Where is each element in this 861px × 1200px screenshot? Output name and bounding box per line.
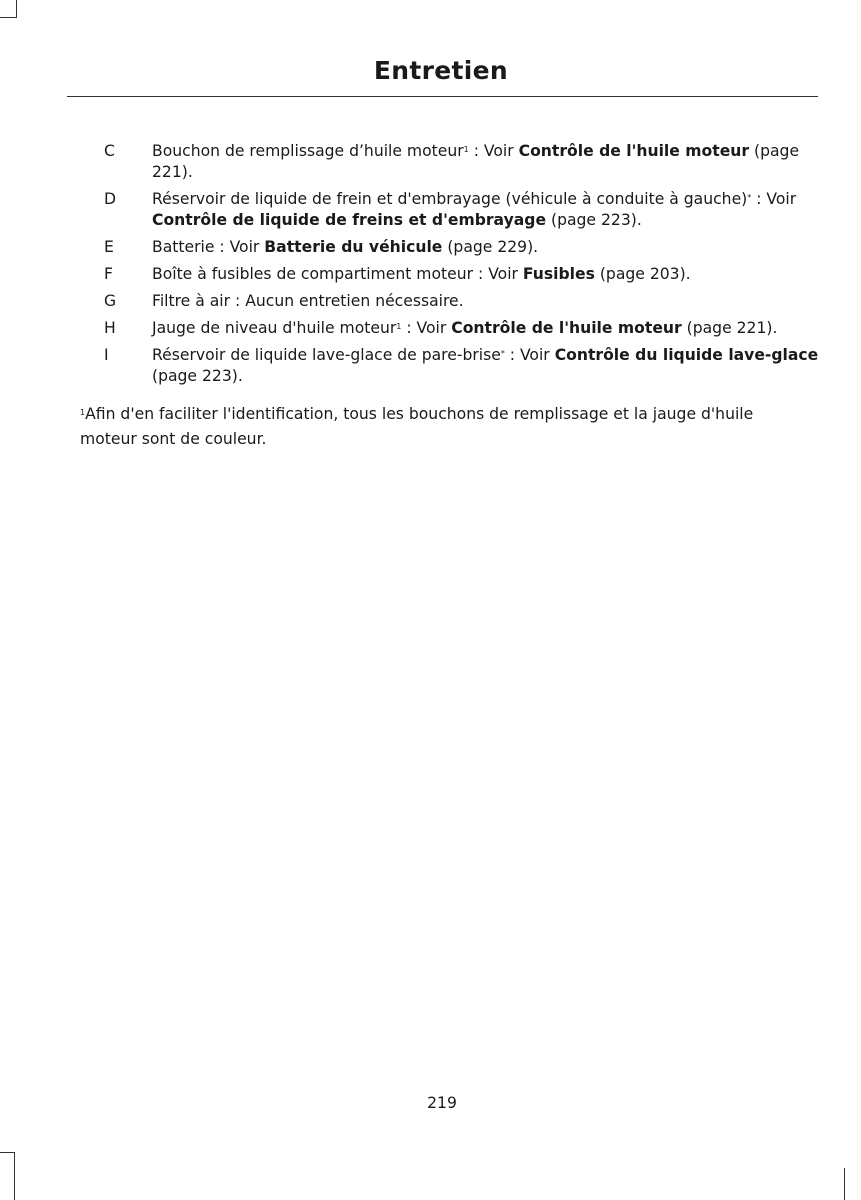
list-item xyxy=(0,189,861,231)
footnote-text: Afin d'en faciliter l'identification, tous les bouchons de remplissage et la jauge d'huile moteur sont de couleur. xyxy=(80,405,754,448)
list-item xyxy=(0,237,861,258)
list-item xyxy=(0,291,861,312)
cross-reference-link[interactable]: Contrôle de l'huile moteur xyxy=(518,142,750,160)
crop-mark-bottom-right xyxy=(844,1168,845,1200)
cross-reference-link[interactable]: Contrôle de l'huile moteur xyxy=(451,319,682,337)
list-item xyxy=(0,141,861,183)
item-text: Jauge de niveau d'huile moteur$^1$ : Voir Contrôle de l'huile moteur (page 221). xyxy=(152,319,778,337)
item-letter: H xyxy=(104,319,116,337)
item-letter: E xyxy=(104,238,114,256)
item-text: Filtre à air : Aucun entretien nécessaire. xyxy=(152,292,464,310)
header-rule xyxy=(67,96,818,97)
crop-mark-top-left xyxy=(16,0,17,18)
item-letter: C xyxy=(104,142,115,160)
component-list xyxy=(0,141,861,393)
item-text: Réservoir de liquide lave-glace de pare-brise* : Voir Contrôle du liquide lave-glace (page 223). xyxy=(152,346,819,385)
cross-reference-link[interactable]: Contrôle de liquide de freins et d'embrayage xyxy=(152,211,547,229)
crop-mark-top-left xyxy=(0,17,17,18)
item-text: Boîte à fusibles de compartiment moteur : Voir Fusibles (page 203). xyxy=(152,265,691,283)
item-text: Batterie : Voir Batterie du véhicule (page 229). xyxy=(152,238,539,256)
item-letter: D xyxy=(104,190,117,208)
crop-mark-bottom-left xyxy=(0,1152,14,1153)
page-number: 219 xyxy=(427,1094,457,1112)
list-item xyxy=(0,264,861,285)
cross-reference-link[interactable]: Fusibles xyxy=(522,265,595,283)
cross-reference-link[interactable]: Batterie du véhicule xyxy=(264,238,443,256)
cross-reference-link[interactable]: Contrôle du liquide lave-glace xyxy=(554,346,819,364)
item-letter: F xyxy=(104,265,113,283)
item-text: Bouchon de remplissage d’huile moteur$^1$ : Voir Contrôle de l'huile moteur (page 221). xyxy=(152,142,800,181)
footnote xyxy=(80,402,810,452)
list-item xyxy=(0,345,861,387)
list-item xyxy=(0,318,861,339)
crop-mark-bottom-left xyxy=(14,1152,15,1200)
item-text: Réservoir de liquide de frein et d'embrayage (véhicule à conduite à gauche)* : Voir Contrôle de liquide de freins et d'embrayage (page 223). xyxy=(152,190,797,229)
item-letter: G xyxy=(104,292,117,310)
page-title: Entretien xyxy=(373,56,508,85)
footnote-marker: 1 xyxy=(80,408,86,417)
item-letter: I xyxy=(104,346,109,364)
